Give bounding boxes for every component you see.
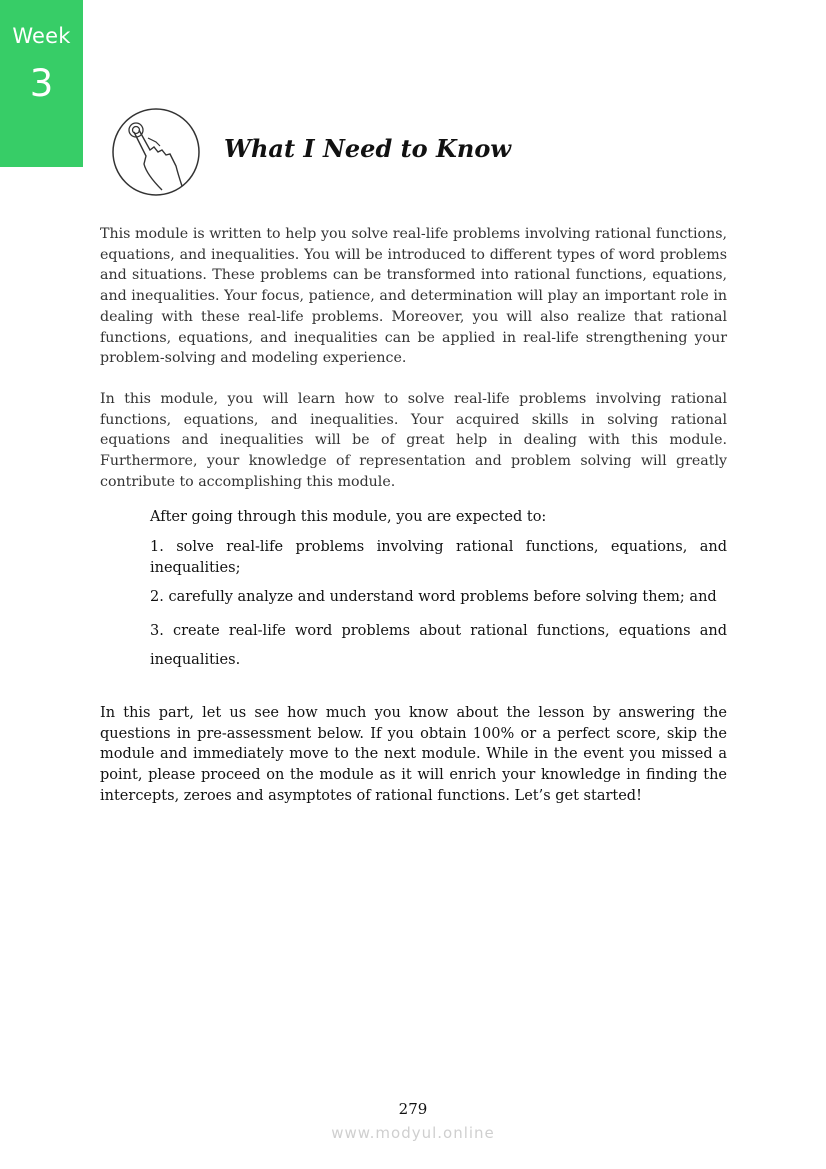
section-title: What I Need to Know [224,134,512,163]
week-label: Week [12,24,71,48]
list-item: 3. create real-life word problems about rational functions, equations and inequalities. [150,622,727,668]
list-item: 1. solve real-life problems involving rational functions, equations, and inequalities; [150,539,727,576]
intro-paragraph: This module is written to help you solve real-life problems involving rational functions, equations, and inequalities. You will be introduced to different types of word problems and situations. These problems can be transformed into rational functions, equations, and inequalities. Your focus, patience, and determination will play an important role in dealing with these real-life problems. Moreover, you will also realize that rational functions, equations, and inequalities can be applied in real-life strengthening your problem-solving and modeling experience. [100,226,727,367]
objectives-intro: After going through this module, you are expected to: [150,509,547,525]
tap-hand-icon [110,106,205,198]
objectives-list [150,537,727,675]
watermark: www.modyul.online [331,1124,495,1142]
week-number: 3 [29,62,54,105]
list-item: 2. carefully analyze and understand word problems before solving them; and [150,589,717,605]
pre-assessment-paragraph: In this part, let us see how much you know about the lesson by answering the questions in pre-assessment below. If you obtain 100% or a perfect score, skip the module and immediately move to the next module. While in the event you missed a point, please proceed on the module as it will enrich your knowledge in finding the intercepts, zeroes and asymptotes of rational functions. Let’s get started! [100,705,727,804]
module-paragraph: In this module, you will learn how to solve real-life problems involving rational functions, equations, and inequalities. Your acquired skills in solving rational equations and inequalities will be of great help in dealing with this module. Furthermore, your knowledge of representation and problem solving will greatly contribute to accomplishing this module. [100,391,727,490]
page-number: 279 [398,1100,428,1118]
week-tab [0,0,83,167]
